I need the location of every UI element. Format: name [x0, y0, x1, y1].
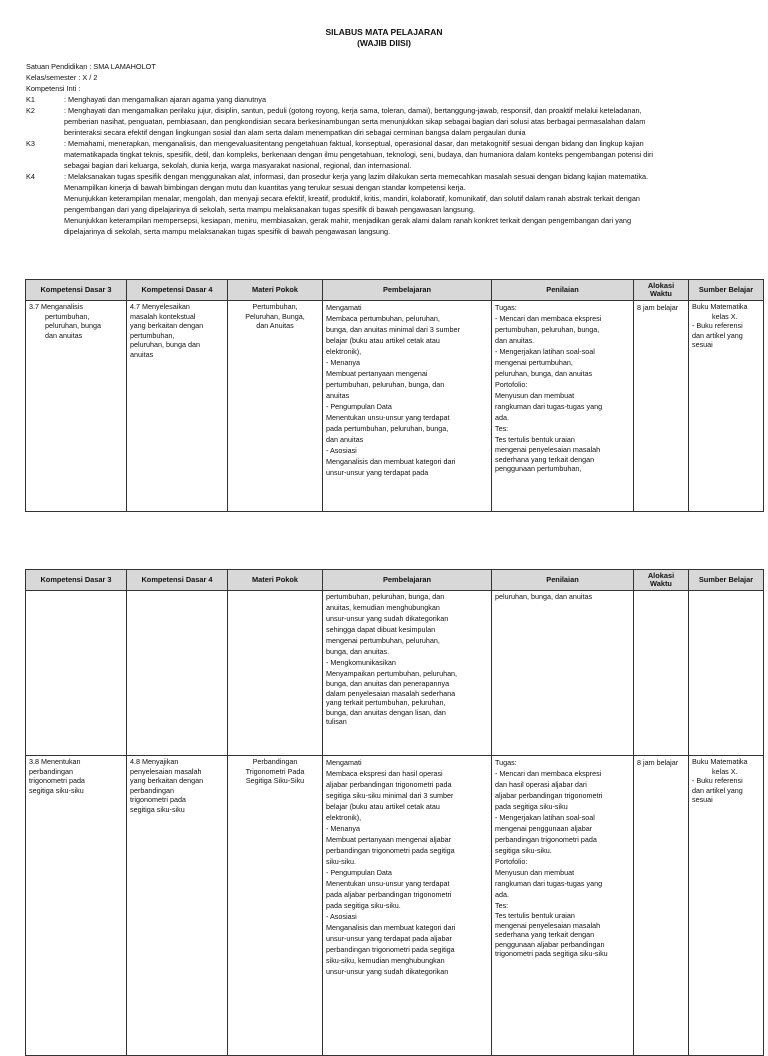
cell-line: dan anuitas	[45, 330, 83, 340]
cell-line: dan anuitas	[326, 435, 364, 444]
cell-line: - Mengerjakan latihan soal-soal	[495, 347, 595, 356]
cell-line: 8 jam belajar	[637, 303, 679, 312]
cell-line: Menganalisis dan membuat kategori dari	[326, 457, 456, 466]
header-materi: Materi Pokok	[228, 570, 323, 591]
cell-line: Tes:	[495, 424, 509, 433]
cell-line: pertumbuhan,	[45, 311, 90, 321]
cell-line: sederhana yang terkait dengan	[495, 454, 595, 464]
cell-line: - Menanya	[326, 358, 360, 367]
cell-line: elektronik),	[326, 347, 362, 356]
cell-line: Segitiga Siku-Siku	[245, 776, 305, 785]
cell-line: Buku Matematika	[692, 757, 748, 766]
cell-line: pertumbuhan, peluruhan, bunga,	[495, 325, 600, 334]
cell-line: pada pertumbuhan, peluruhan, bunga,	[326, 424, 449, 433]
cell-line: peluruhan, bunga dan	[130, 340, 200, 349]
header-alokasi: Alokasi Waktu	[634, 280, 689, 301]
k1-text: : Menghayati dan mengamalkan ajaran agama yang dianutnya	[64, 95, 267, 104]
cell-line: Portofolio:	[495, 857, 528, 866]
cell-line: - Pengumpulan Data	[326, 402, 392, 411]
k4-line: : Melaksanakan tugas spesifik dengan menggunakan alat, informasi, dan prosedur kerja yang lazim dilakukan serta memecahkan masalah sesuai dengan bidang kajian matematika.	[64, 172, 649, 181]
header-materi: Materi Pokok	[228, 280, 323, 301]
k2-line: berinteraksi secara efektif dengan lingkungan sosial dan alam serta dalam menempatkan diri sebagai cerminan bangsa dalam pergaulan dunia	[64, 128, 526, 137]
cell-line: mengenai pertumbuhan, peluruhan,	[326, 636, 440, 645]
cell-line: Tes tertulis bentuk uraian	[495, 435, 575, 444]
cell-line: - Mencari dan membaca ekspresi	[495, 769, 602, 778]
cell-line: perbandingan	[130, 785, 174, 795]
cell-line: Mengamati	[326, 758, 362, 767]
cell-line: - Mencari dan membaca ekspresi	[495, 314, 602, 323]
cell-line: segitiga siku-siku	[29, 785, 84, 795]
cell-line: yang berkaitan dengan	[130, 776, 204, 785]
cell-line: pada aljabar perbandingan trigonometri	[326, 890, 452, 899]
syllabus-table-2	[25, 569, 764, 1056]
cell-line: Membuat pertanyaan mengenai aljabar	[326, 835, 452, 844]
cell-line: rangkuman dari tugas-tugas yang	[495, 402, 603, 411]
penilaian-cell	[492, 591, 634, 756]
sumber-cell	[689, 756, 764, 1056]
cell-line: Peluruhan, Bunga,	[245, 311, 305, 321]
cell-line: - Pengumpulan Data	[326, 868, 392, 877]
table-row	[26, 591, 764, 756]
core-competence-label: Kompetensi Inti :	[26, 84, 81, 93]
cell-line: Portofolio:	[495, 380, 528, 389]
kd4-cell	[127, 591, 228, 756]
cell-line: tulisan	[326, 717, 347, 726]
k4-text	[64, 171, 761, 182]
cell-line: belajar (buku atau artikel cetak atau	[326, 802, 440, 811]
cell-line: dan artikel yang	[692, 330, 743, 340]
k3-row	[26, 138, 761, 171]
cell-line: Tes tertulis bentuk uraian	[495, 911, 575, 920]
cell-line: perbandingan trigonometri pada segitiga	[326, 846, 455, 855]
penilaian-cell	[492, 756, 634, 1056]
cell-line: segitiga siku-siku.	[495, 846, 552, 855]
sumber-cell	[689, 301, 764, 512]
penilaian-cell	[492, 301, 634, 512]
cell-line: bunga, dan anuitas dengan lisan, dan	[326, 707, 446, 717]
kd3-cell	[26, 591, 127, 756]
document-subtitle: (WAJIB DIISI)	[357, 38, 411, 48]
cell-line: Tugas:	[495, 303, 517, 312]
cell-line: peluruhan, bunga	[45, 321, 101, 330]
k4-line: dipelajarinya di sekolah, serta mampu melaksanakan tugas spesifik di bawah pengawasan langsung.	[64, 227, 391, 236]
cell-line: dan Anuitas	[256, 321, 294, 330]
cell-line: peluruhan, bunga, dan anuitas	[495, 592, 593, 601]
header-kd3: Kompetensi Dasar 3	[26, 570, 127, 591]
cell-line: pertumbuhan, peluruhan, bunga, dan	[326, 380, 445, 389]
cell-line: sesuai	[692, 340, 713, 349]
table-row	[26, 756, 764, 1056]
kd4-cell	[127, 301, 228, 512]
school-name: Satuan Pendidikan : SMA LAMAHOLOT	[26, 62, 156, 71]
cell-line: masalah kontekstual	[130, 311, 196, 321]
materi-cell	[228, 301, 323, 512]
k4-label: K4	[26, 172, 35, 181]
cell-line: Menentukan unsu-unsur yang terdapat	[326, 879, 450, 888]
cell-line: - Asosiasi	[326, 912, 357, 921]
cell-line: - Buku referensi	[692, 776, 743, 785]
cell-line: dan artikel yang	[692, 785, 743, 795]
cell-line: 4.7 Menyelesaikan	[130, 302, 190, 311]
k3-label: K3	[26, 139, 35, 148]
cell-line: anuitas	[130, 349, 154, 359]
k4-line: Menunjukkan keterampilan mempersepsi, kesiapan, meniru, membiasakan, gerak mahir, menjadikan gerak alami dalam ranah konkret terkait dengan pengembangan dari yang	[64, 216, 632, 225]
cell-line: segitiga siku-siku minimal dari 3 sumber	[326, 791, 454, 800]
cell-line: Membaca pertumbuhan, peluruhan,	[326, 314, 440, 323]
cell-line: unsur-unsur yang sudah dikategorikan	[326, 967, 449, 976]
document-title: SILABUS MATA PELAJARAN	[325, 27, 443, 37]
k4-line: pengembangan dari yang dipelajarinya di sekolah, serta mampu melaksanakan tugas spesifik di bawah pengawasan langsung.	[64, 205, 475, 214]
k2-line: : Menghayati dan mengamalkan perilaku jujur, disiplin, santun, peduli (gotong royong, kerja sama, toleran, damai), bertanggung-jawab, responsif, dan proaktif melalui keteladanan,	[64, 106, 642, 115]
cell-line: sehingga dapat dibuat kesimpulan	[326, 625, 436, 634]
cell-line: perbandingan trigonometri pada	[495, 835, 597, 844]
kd3-cell	[26, 301, 127, 512]
header-penilaian: Penilaian	[492, 570, 634, 591]
cell-line: unsur-unsur yang terdapat pada aljabar	[326, 934, 452, 943]
cell-line: Perbandingan	[252, 757, 298, 766]
cell-line: anuitas, kemudian menghubungkan	[326, 603, 440, 612]
k2-text	[64, 105, 761, 138]
kd3-cell	[26, 756, 127, 1056]
cell-line: Menyampaikan pertumbuhan, peluruhan,	[326, 669, 458, 678]
table-header-row	[26, 570, 764, 591]
cell-line: anuitas	[326, 391, 350, 400]
cell-line: - Asosiasi	[326, 446, 357, 455]
cell-line: Menyusun dan membuat	[495, 391, 575, 400]
materi-cell	[228, 591, 323, 756]
cell-line: mengenai penggunaan aljabar	[495, 824, 593, 833]
cell-line: pada segitiga siku-siku	[495, 802, 568, 811]
k3-text	[64, 138, 761, 171]
syllabus-table-1	[25, 279, 764, 512]
cell-line: sederhana yang terkait dengan	[495, 930, 595, 939]
pembelajaran-cell	[323, 756, 492, 1056]
cell-line: - Mengkomunikasikan	[326, 658, 396, 667]
cell-line: Tugas:	[495, 758, 517, 767]
cell-line: belajar (buku atau artikel cetak atau	[326, 336, 440, 345]
cell-line: Buku Matematika	[692, 302, 748, 311]
cell-line: bunga, dan anuitas.	[326, 647, 390, 656]
cell-line: siku-siku, kemudian menghubungkan	[326, 956, 445, 965]
cell-line: aljabar perbandingan trigonometri	[495, 791, 603, 800]
cell-line: dan hasil operasi aljabar dari	[495, 780, 587, 789]
cell-line: - Buku referensi	[692, 321, 743, 330]
table-header-row	[26, 280, 764, 301]
header-alokasi: Alokasi Waktu	[634, 570, 689, 591]
cell-line: unsur-unsur yang sudah dikategorikan	[326, 614, 449, 623]
k4-continuation	[26, 182, 761, 237]
cell-line: 3.8 Menentukan	[29, 757, 81, 766]
header-sumber: Sumber Belajar	[689, 570, 764, 591]
sumber-cell	[689, 591, 764, 756]
cell-line: mengenai penyelesaian masalah	[495, 445, 601, 454]
cell-line: Pertumbuhan,	[252, 302, 298, 311]
cell-line: aljabar perbandingan trigonometri pada	[326, 780, 452, 789]
cell-line: bunga, dan anuitas minimal dari 3 sumber	[326, 325, 460, 334]
k4-line: Menampilkan kinerja di bawah bimbingan dengan mutu dan kuantitas yang terukur sesuai dengan standar kompetensi kerja.	[64, 183, 466, 192]
cell-line: peluruhan, bunga, dan anuitas	[495, 369, 593, 378]
cell-line: rangkuman dari tugas-tugas yang	[495, 879, 603, 888]
kd4-cell	[127, 756, 228, 1056]
cell-line: Trigonometri Pada	[245, 766, 305, 776]
k1-row	[26, 94, 761, 105]
cell-line: mengenai penyelesaian masalah	[495, 920, 601, 930]
k2-row	[26, 105, 761, 138]
cell-line: 8 jam belajar	[637, 758, 679, 767]
header-kd3: Kompetensi Dasar 3	[26, 280, 127, 301]
table-row	[26, 301, 764, 512]
pembelajaran-cell	[323, 301, 492, 512]
cell-line: 3.7 Menganalisis	[29, 302, 83, 311]
k2-label: K2	[26, 106, 35, 115]
cell-line: bunga, dan anuitas dan penerapannya	[326, 679, 450, 688]
alokasi-cell	[634, 591, 689, 756]
alokasi-cell	[634, 301, 689, 512]
cell-line: sesuai	[692, 795, 713, 804]
cell-line: segitiga siku-siku	[130, 804, 185, 814]
header-pembelajaran: Pembelajaran	[323, 280, 492, 301]
header-kd4: Kompetensi Dasar 4	[127, 280, 228, 301]
cell-line: Menganalisis dan membuat kategori dari	[326, 923, 456, 932]
cell-line: - Menanya	[326, 824, 360, 833]
cell-line: siku-siku.	[326, 857, 356, 866]
k3-line: matematikapada tingkat teknis, spesifik, detil, dan kompleks, berkenaan dengan ilmu pengetahuan, teknologi, seni, budaya, dan humaniora dalam konteks pengembangan potensi diri	[64, 150, 653, 159]
cell-line: penggunaan aljabar perbandingan	[495, 939, 605, 949]
cell-line: Menyusun dan membuat	[495, 868, 575, 877]
alokasi-cell	[634, 756, 689, 1056]
cell-line: penyelesaian masalah	[130, 766, 202, 776]
pembelajaran-cell	[323, 591, 492, 756]
header-sumber: Sumber Belajar	[689, 280, 764, 301]
cell-line: pertumbuhan,	[130, 330, 175, 340]
k3-line: sebagai bagian dari keluarga, sekolah, dunia kerja, warga masyarakat nasional, regional, dan internasional.	[64, 161, 412, 170]
cell-line: Membuat pertanyaan mengenai	[326, 369, 428, 378]
k4-line: Menunjukkan keterampilan menalar, mengolah, dan menyaji secara efektif, kreatif, produktif, kritis, mandiri, kolaboratif, komunikatif, dan solutif dalam ranah abstrak terkait dengan	[64, 194, 640, 203]
k3-line: : Memahami, menerapkan, menganalisis, dan mengevaluasitentang pengetahuan faktual, konseptual, operasional dasar, dan metakognitif sesuai dengan bidang dan lingkup kajian	[64, 139, 644, 148]
cell-line: kelas X.	[712, 311, 738, 321]
cell-line: perbandingan trigonometri pada segitiga	[326, 945, 455, 954]
cell-line: 4.8 Menyajikan	[130, 757, 179, 766]
cell-line: pada segitiga siku-siku.	[326, 901, 401, 910]
cell-line: trigonometri pada	[130, 795, 186, 804]
cell-line: ada.	[495, 890, 509, 899]
cell-line: kelas X.	[712, 766, 738, 776]
cell-line: dan anuitas.	[495, 336, 535, 345]
k2-line: pemberian nasihat, penguatan, pembiasaan, dan pengkondisian secara berkesinambungan serta menunjukkan sikap sebagai bagian dari solusi atas berbagai permasalahan dalam	[64, 117, 646, 126]
cell-line: Mengamati	[326, 303, 362, 312]
syllabus-header-info	[26, 61, 761, 237]
cell-line: yang berkaitan dengan	[130, 321, 204, 330]
header-kd4: Kompetensi Dasar 4	[127, 570, 228, 591]
class-semester: Kelas/semester : X / 2	[26, 73, 98, 82]
cell-line: trigonometri pada	[29, 776, 85, 785]
cell-line: perbandingan	[29, 766, 73, 776]
cell-line: yang terkait pertumbuhan, peluruhan,	[326, 698, 446, 707]
cell-line: Tes:	[495, 901, 509, 910]
cell-line: elektronik),	[326, 813, 362, 822]
k4-row	[26, 171, 761, 182]
materi-cell	[228, 756, 323, 1056]
header-pembelajaran: Pembelajaran	[323, 570, 492, 591]
cell-line: penggunaan pertumbuhan,	[495, 464, 582, 473]
cell-line: mengenai pertumbuhan,	[495, 358, 573, 367]
header-penilaian: Penilaian	[492, 280, 634, 301]
cell-line: ada.	[495, 413, 509, 422]
cell-line: unsur-unsur yang terdapat pada	[326, 468, 429, 477]
cell-line: - Mengerjakan latihan soal-soal	[495, 813, 595, 822]
cell-line: Membaca ekspresi dan hasil operasi	[326, 769, 443, 778]
k1-label: K1	[26, 95, 35, 104]
cell-line: Menentukan unsu-unsur yang terdapat	[326, 413, 450, 422]
cell-line: pertumbuhan, peluruhan, bunga, dan	[326, 592, 445, 601]
cell-line: trigonometri pada segitiga siku-siku	[495, 949, 608, 958]
cell-line: dalam penyelesaian masalah sederhana	[326, 688, 456, 698]
